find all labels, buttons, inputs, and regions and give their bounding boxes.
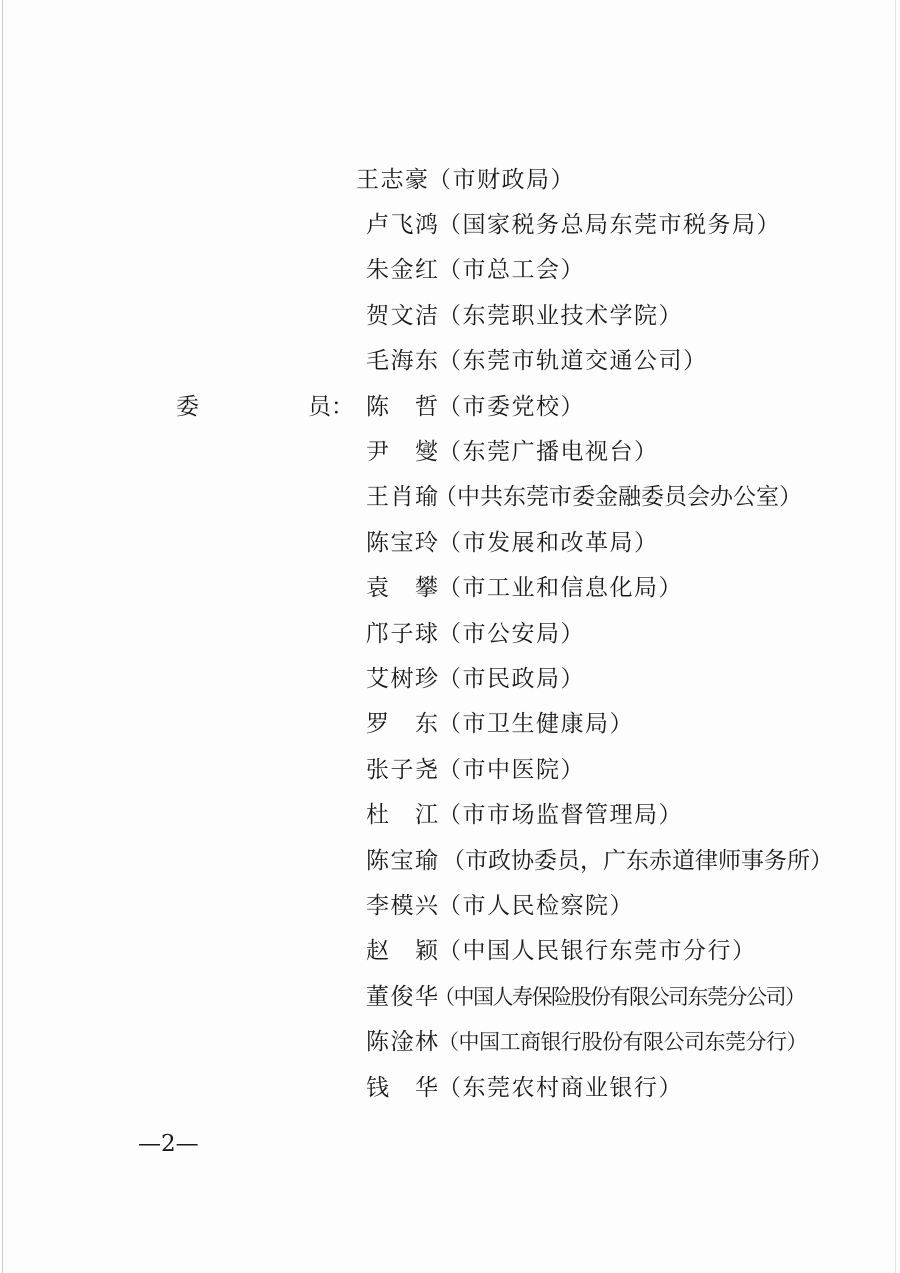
member-org: （市委党校） (438, 394, 585, 420)
scan-edge-right (895, 0, 896, 1273)
member-name: 陈宝瑜 (366, 848, 440, 874)
member-org: （市人民检察院） (438, 893, 634, 919)
member-name: 卢飞鸿 (366, 212, 440, 238)
scan-edge-left (2, 0, 3, 1273)
member-name: 毛海东 (366, 348, 440, 374)
committee-label-right: 员： (308, 394, 354, 420)
member-name: 杜 江 (366, 802, 440, 828)
member-org: （东莞市轨道交通公司） (438, 348, 708, 374)
member-name: 王志豪 (356, 167, 430, 193)
member-name: 艾树珍 (366, 666, 440, 692)
member-name: 袁 攀 (366, 575, 440, 601)
member-org: （东莞职业技术学院） (438, 303, 683, 329)
page-number: —2— (138, 1131, 199, 1157)
member-org: （中国工商银行股份有限公司东莞分行） (438, 1030, 807, 1054)
member-name: 张子尧 (366, 757, 440, 783)
member-org: （中国人寿保险股份有限公司东莞分公司） (434, 985, 805, 1009)
member-name: 邝子球 (366, 621, 440, 647)
member-org: （市公安局） (438, 621, 585, 647)
member-org: （市卫生健康局） (438, 711, 634, 737)
member-name: 陈淦林 (366, 1029, 440, 1055)
member-org: （国家税务总局东莞市税务局） (438, 212, 781, 238)
member-org: （市政协委员，广东赤道律师事务所） (442, 848, 833, 874)
member-name: 尹 燮 (366, 439, 440, 465)
member-name: 钱 华 (366, 1075, 440, 1101)
member-name: 朱金红 (366, 257, 440, 283)
member-org: （中共东莞市委金融委员会办公室） (434, 484, 802, 510)
committee-label-left: 委 (176, 394, 199, 420)
member-name: 王肖瑜 (366, 484, 440, 510)
member-name: 陈 哲 (366, 394, 440, 420)
member-name: 陈宝玲 (366, 530, 440, 556)
member-org: （市民政局） (438, 666, 585, 692)
member-org: （市总工会） (438, 257, 585, 283)
member-name: 罗 东 (366, 711, 440, 737)
member-org: （市市场监督管理局） (438, 802, 683, 828)
member-name: 赵 颖 (366, 938, 440, 964)
member-name: 贺文洁 (366, 303, 440, 329)
member-org: （市工业和信息化局） (438, 575, 683, 601)
member-org: （东莞广播电视台） (438, 439, 659, 465)
member-org: （中国人民银行东莞市分行） (438, 938, 757, 964)
member-org: （市中医院） (438, 757, 585, 783)
member-org: （东莞农村商业银行） (438, 1075, 683, 1101)
member-name: 董俊华 (366, 984, 440, 1010)
member-org: （市发展和改革局） (438, 530, 659, 556)
member-org: （市财政局） (428, 167, 575, 193)
member-name: 李模兴 (366, 893, 440, 919)
